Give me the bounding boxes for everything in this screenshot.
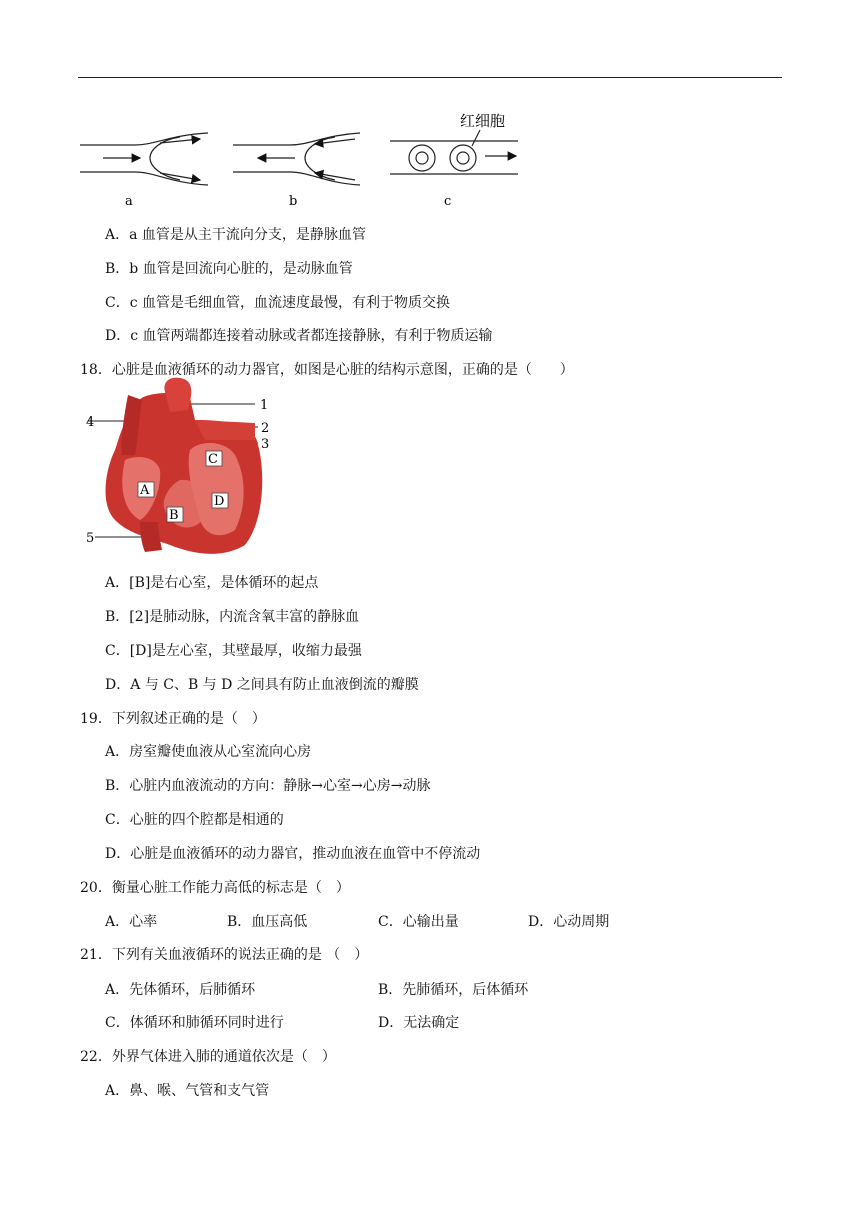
q21-option-c[interactable]: C．体循环和肺循环同时进行 [105,1015,284,1031]
q22-option-a[interactable]: A．鼻、喉、气管和支气管 [105,1083,270,1099]
vessel-b-label: b [289,194,298,209]
q18-stem: 18．心脏是血液循环的动力器官，如图是心脏的结构示意图，正确的是（ ） [80,362,574,378]
heart-label-2: 2 [261,421,270,436]
q17-option-a[interactable]: A．a 血管是从主干流向分支，是静脉血管 [105,227,366,243]
heart-label-3: 3 [261,437,270,452]
q20-option-d[interactable]: D．心动周期 [528,914,610,930]
q17-option-b[interactable]: B．b 血管是回流向心脏的，是动脉血管 [105,261,353,277]
q21-stem: 21．下列有关血液循环的说法正确的是 （ ） [80,947,369,963]
heart-label-A: A [140,483,150,498]
red-cell-label: 红细胞 [460,112,506,130]
heart-label-1: 1 [260,398,269,413]
q21-option-b[interactable]: B．先肺循环，后体循环 [378,982,529,998]
heart-label-B: B [169,508,179,523]
q19-option-b[interactable]: B．心脏内血液流动的方向：静脉→心室→心房→动脉 [105,778,431,794]
q17-option-d[interactable]: D．c 血管两端都连接着动脉或者都连接静脉，有利于物质运输 [105,328,493,344]
q21-option-d[interactable]: D．无法确定 [378,1015,460,1031]
q19-option-d[interactable]: D．心脏是血液循环的动力器官，推动血液在血管中不停流动 [105,846,481,862]
q19-stem: 19．下列叙述正确的是（ ） [80,711,266,727]
q21-option-a[interactable]: A．先体循环，后肺循环 [105,982,256,998]
q18-option-b[interactable]: B．[2]是肺动脉，内流含氧丰富的静脉血 [105,609,360,625]
vessel-a-label: a [125,194,133,209]
heart-label-5: 5 [86,531,95,546]
q19-option-a[interactable]: A．房室瓣使血液从心室流向心房 [105,744,312,760]
heart-label-4: 4 [86,415,95,430]
q20-option-b[interactable]: B．血压高低 [227,914,308,930]
q19-option-c[interactable]: C．心脏的四个腔都是相通的 [105,812,284,828]
heart-label-C: C [208,452,218,467]
q17-option-c[interactable]: C．c 血管是毛细血管，血流速度最慢，有利于物质交换 [105,295,451,311]
q18-option-a[interactable]: A．[B]是右心室，是体循环的起点 [105,575,319,591]
vessel-c-label: c [444,194,452,209]
q18-option-c[interactable]: C．[D]是左心室，其壁最厚，收缩力最强 [105,643,362,659]
q20-stem: 20．衡量心脏工作能力高低的标志是（ ） [80,880,350,896]
q20-option-a[interactable]: A．心率 [105,914,158,930]
q20-option-c[interactable]: C．心输出量 [378,914,459,930]
heart-label-D: D [214,494,225,509]
q18-option-d[interactable]: D．A 与 C、B 与 D 之间具有防止血液倒流的瓣膜 [105,677,419,693]
q22-stem: 22．外界气体进入肺的通道依次是（ ） [80,1049,336,1065]
